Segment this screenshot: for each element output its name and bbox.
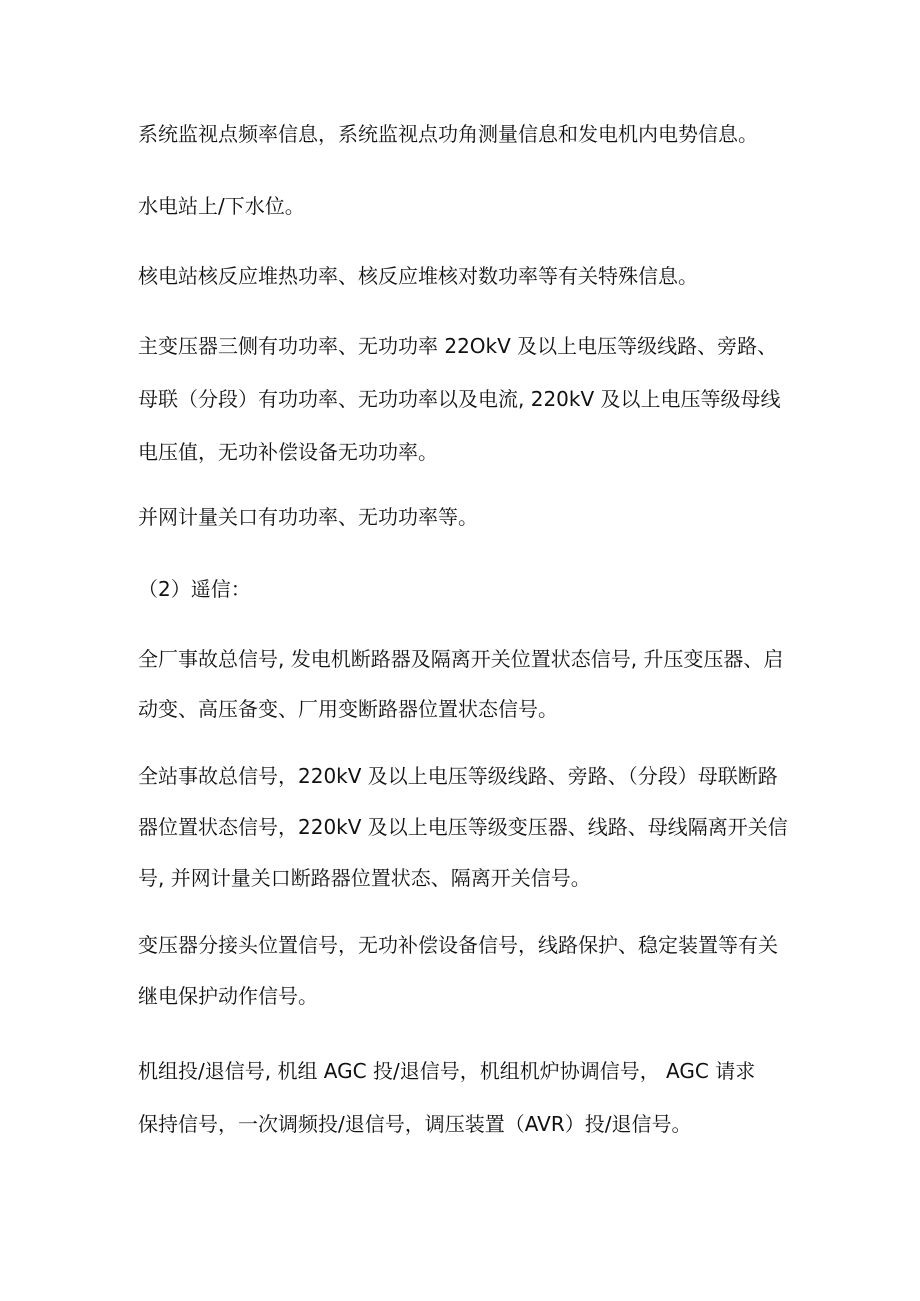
paragraph-10	[138, 1051, 798, 1144]
text-line: （2）遥信：	[138, 577, 251, 601]
text-line: 水电站上/下水位。	[138, 194, 305, 218]
text-line: 保持信号，一次调频投/退信号，调压装置（AVR）投/退信号。	[138, 1112, 692, 1136]
paragraph-3	[138, 256, 798, 296]
paragraph-2	[138, 186, 798, 226]
text-line: 电压值，无功补偿设备无功功率。	[138, 440, 438, 464]
text-line: 母联（分段）有功功率、无功功率以及电流, 220kV 及以上电压等级母线	[138, 387, 781, 411]
text-line: 继电保护动作信号。	[138, 984, 318, 1008]
paragraph-4	[138, 326, 798, 472]
text-line: 并网计量关口有功功率、无功功率等。	[138, 505, 478, 529]
paragraph-5	[138, 497, 798, 537]
paragraph-1	[138, 114, 798, 154]
text-line: 全站事故总信号，220kV 及以上电压等级线路、旁路、（分段）母联断路	[138, 764, 778, 788]
paragraph-8	[138, 756, 798, 898]
text-line: 变压器分接头位置信号，无功补偿设备信号，线路保护、稳定装置等有关	[138, 933, 778, 957]
text-line: 主变压器三侧有功功率、无功功率 22OkV 及以上电压等级线路、旁路、	[138, 334, 778, 358]
text-line: 全厂事故总信号, 发电机断路器及隔离开关位置状态信号, 升压变压器、启	[138, 647, 784, 671]
text-line: 核电站核反应堆热功率、核反应堆核对数功率等有关特殊信息。	[138, 264, 698, 288]
paragraph-7	[138, 639, 798, 729]
text-line: 器位置状态信号，220kV 及以上电压等级变压器、线路、母线隔离开关信	[138, 815, 788, 839]
text-line: 号, 并网计量关口断路器位置状态、隔离开关信号。	[138, 866, 591, 890]
text-line: 动变、高压备变、厂用变断路器位置状态信号。	[138, 697, 558, 721]
paragraph-9	[138, 925, 798, 1016]
text-line: 机组投/退信号, 机组 AGC 投/退信号，机组机炉协调信号， AGC 请求	[138, 1059, 756, 1083]
text-line: 系统监视点频率信息，系统监视点功角测量信息和发电机内电势信息。	[138, 122, 758, 146]
section-heading-remote-signal	[138, 569, 798, 609]
